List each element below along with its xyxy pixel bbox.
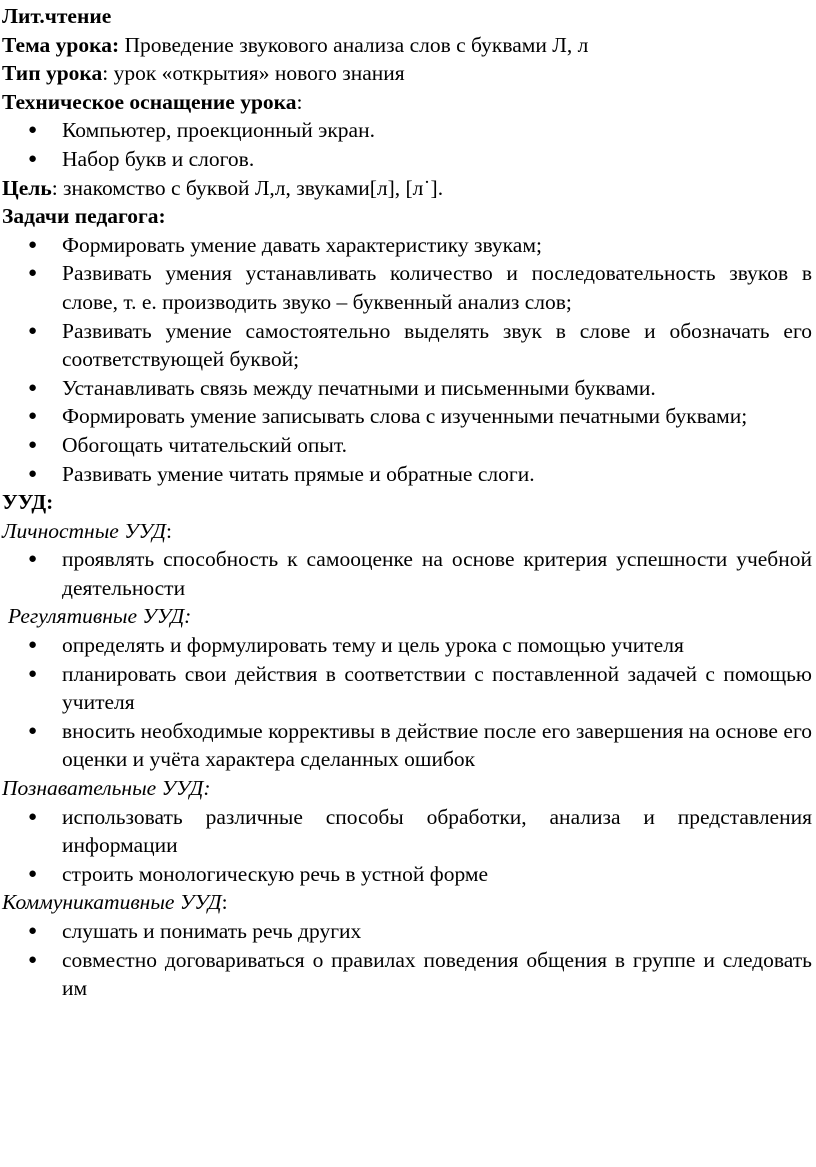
goal-line <box>2 174 814 203</box>
list-item-text: определять и формулировать тему и цель урока с помощью учителя <box>62 633 684 658</box>
list-item-text: Компьютер, проекционный экран. <box>62 118 375 143</box>
bullet-icon: ● <box>28 379 38 396</box>
list-item <box>2 116 814 145</box>
tasks-heading: Задачи педагога: <box>2 204 166 229</box>
list-item-text: использовать различные способы обработки, анализа и представления информации <box>62 804 812 858</box>
list-item-text: Набор букв и слогов. <box>62 146 255 171</box>
topic-label: Тема урока: <box>2 32 120 57</box>
goal-value: : знакомство с буквой Л,л, звуками[л], [л˙]. <box>51 175 444 200</box>
personal-uud-list <box>2 545 814 602</box>
equipment-list <box>2 116 814 173</box>
list-item <box>2 717 814 774</box>
list-item <box>2 259 814 316</box>
uud-heading: УУД: <box>2 490 54 515</box>
tasks-list <box>2 231 814 488</box>
communicative-uud-list <box>2 917 814 1003</box>
list-item <box>2 317 814 374</box>
list-item <box>2 946 814 1003</box>
regulative-uud-list <box>2 631 814 774</box>
list-item <box>2 631 814 660</box>
topic-line <box>2 31 814 60</box>
bullet-icon: ● <box>28 923 38 939</box>
list-item-text: Развивать умение самостоятельно выделять звук в слове и обозначать его соответствующей буквой; <box>62 318 812 372</box>
personal-uud-heading <box>2 517 814 546</box>
list-item <box>2 803 814 860</box>
list-item <box>2 431 814 460</box>
list-item-text: Развивать умения устанавливать количество и последовательность звуков в слове, т. е. производить звуко – буквенный анализ слов; <box>62 261 812 314</box>
list-item-text: строить монологическую речь в устной форме <box>62 861 489 886</box>
bullet-icon: ● <box>28 122 38 139</box>
bullet-icon: ● <box>28 465 38 482</box>
list-item <box>2 402 814 431</box>
communicative-uud-colon: : <box>221 890 228 915</box>
list-item <box>2 460 814 489</box>
list-item-text: планировать свои действия в соответствии с поставленной задачей с помощью учителя <box>62 661 812 715</box>
bullet-icon: ● <box>28 265 38 282</box>
bullet-icon: ● <box>28 637 38 654</box>
communicative-uud-heading <box>2 888 814 917</box>
cognitive-uud-list <box>2 803 814 889</box>
list-item <box>2 660 814 717</box>
list-item-text: слушать и понимать речь других <box>62 919 362 943</box>
list-item <box>2 917 814 946</box>
personal-uud-label: Личностные УУД <box>2 518 166 543</box>
bullet-icon: ● <box>28 722 38 739</box>
document-page <box>2 2 814 1003</box>
bullet-icon: ● <box>28 551 38 568</box>
equipment-label: Техническое оснащение урока <box>2 89 297 114</box>
bullet-icon: ● <box>28 865 38 882</box>
topic-value: Проведение звукового анализа слов с буквами Л, л <box>119 32 589 57</box>
cognitive-uud-heading: Познавательные УУД: <box>2 776 211 801</box>
list-item <box>2 860 814 889</box>
communicative-uud-label: Коммуникативные УУД <box>2 890 222 915</box>
list-item-text: проявлять способность к самооценке на основе критерия успешности учебной деятельности <box>62 547 812 600</box>
bullet-icon: ● <box>28 951 38 968</box>
list-item-text: Формировать умение записывать слова с изученными печатными буквами; <box>62 404 748 429</box>
list-item <box>2 145 814 174</box>
list-item <box>2 231 814 260</box>
list-item-text: Развивать умение читать прямые и обратные слоги. <box>62 461 535 486</box>
equipment-colon: : <box>296 89 303 114</box>
personal-uud-colon: : <box>165 518 172 543</box>
list-item-text: совместно договариваться о правилах поведения общения в группе и следовать им <box>62 947 812 1001</box>
bullet-icon: ● <box>28 436 38 453</box>
lesson-type-line <box>2 59 814 88</box>
list-item <box>2 545 814 602</box>
list-item-text: Формировать умение давать характеристику звукам; <box>62 232 542 257</box>
bullet-icon: ● <box>28 150 38 167</box>
bullet-icon: ● <box>28 408 38 425</box>
lesson-type-label: Тип урока <box>2 61 103 86</box>
subject-title: Лит.чтение <box>2 4 112 28</box>
list-item-text: Обогощать читательский опыт. <box>62 432 348 457</box>
list-item-text: Устанавливать связь между печатными и письменными буквами. <box>62 375 656 400</box>
list-item <box>2 374 814 403</box>
bullet-icon: ● <box>28 665 38 682</box>
lesson-type-value: : урок «открытия» нового знания <box>102 61 405 86</box>
equipment-heading <box>2 88 814 117</box>
regulative-uud-heading: Регулятивные УУД: <box>8 604 192 629</box>
goal-label: Цель <box>2 175 52 200</box>
bullet-icon: ● <box>28 808 38 825</box>
list-item-text: вносить необходимые коррективы в действие после его завершения на основе его оценки и учёта характера сделанных ошибок <box>62 718 812 772</box>
bullet-icon: ● <box>28 322 38 339</box>
bullet-icon: ● <box>28 236 38 253</box>
